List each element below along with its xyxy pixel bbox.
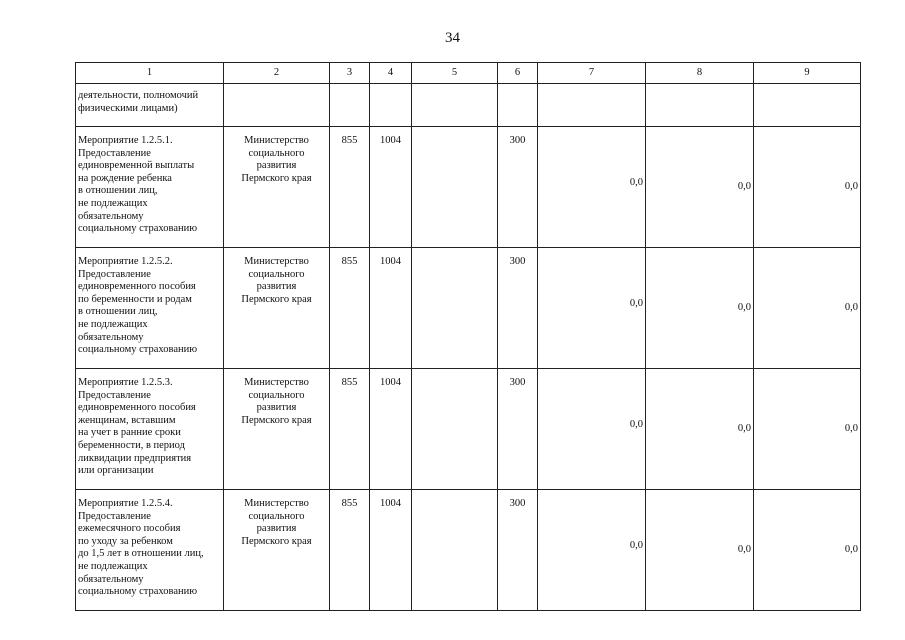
table-row [76,369,861,490]
organization-name: Министерство социального развития Пермского края [241,135,312,184]
header-row [76,63,861,84]
code-col3-cell: 855 [330,490,370,611]
code-col4-cell: 1004 [370,490,412,611]
code-col4-cell: 1004 [370,248,412,369]
organization-name: Министерство социального развития Пермского края [241,498,312,547]
table-row [76,248,861,369]
continuation-row [76,84,861,127]
value-col8-cell: 0,0 [646,490,754,611]
code-col6-cell: 300 [498,127,538,248]
code-col6-cell: 300 [498,248,538,369]
value-col7-cell [538,248,646,369]
measure-name-cell [76,127,224,248]
empty-cell [754,84,861,127]
measure-name: Мероприятие 1.2.5.2. Предоставление единовременного пособия по беременности и родам в отношении лиц, не подлежащих обязательному социальному страхованию [78,256,198,356]
value-col9-cell: 0,0 [754,248,861,369]
measure-name-cell [76,248,224,369]
measure-name-cell [76,490,224,611]
value-col8-cell: 0,0 [646,127,754,248]
code-col5-cell [412,369,498,490]
code-col4-cell: 1004 [370,369,412,490]
organization-cell [224,248,330,369]
header-cell-7: 7 [538,63,646,84]
page-number: 34 [445,30,460,46]
code-col4-cell: 1004 [370,127,412,248]
header-cell-9: 9 [754,63,861,84]
value-col7-cell [538,369,646,490]
value-col7: 0,0 [629,539,643,551]
value-col9-cell: 0,0 [754,127,861,248]
table-row [76,490,861,611]
header-cell-6: 6 [498,63,538,84]
code-col5-cell [412,490,498,611]
value-col9-cell: 0,0 [754,369,861,490]
value-col9-cell: 0,0 [754,490,861,611]
header-cell-8: 8 [646,63,754,84]
organization-name: Министерство социального развития Пермского края [241,256,312,305]
header-cell-2: 2 [224,63,330,84]
empty-cell [370,84,412,127]
budget-table [75,62,861,611]
code-col3-cell: 855 [330,369,370,490]
empty-cell [330,84,370,127]
empty-cell [412,84,498,127]
organization-name: Министерство социального развития Пермского края [241,377,312,426]
value-col7: 0,0 [629,418,643,430]
empty-cell [646,84,754,127]
empty-cell [538,84,646,127]
value-col7: 0,0 [629,297,643,309]
organization-cell [224,127,330,248]
measure-name: Мероприятие 1.2.5.1. Предоставление единовременной выплаты на рождение ребенка в отношении лиц, не подлежащих обязательному социальному страхованию [78,135,198,235]
continuation-name-cell [76,84,224,127]
header-cell-4: 4 [370,63,412,84]
header-cell-5: 5 [412,63,498,84]
code-col5-cell [412,127,498,248]
value-col7-cell [538,490,646,611]
value-col7-cell [538,127,646,248]
empty-cell [224,84,330,127]
header-cell-3: 3 [330,63,370,84]
code-col5-cell [412,248,498,369]
measure-name: Мероприятие 1.2.5.4. Предоставление ежемесячного пособия по уходу за ребенком до 1,5 лет в отношении лиц, не подлежащих обязательному социальному страхованию [78,498,204,598]
value-col8-cell: 0,0 [646,369,754,490]
organization-cell [224,369,330,490]
organization-cell [224,490,330,611]
empty-cell [498,84,538,127]
code-col6-cell: 300 [498,369,538,490]
measure-name-cell [76,369,224,490]
value-col8-cell: 0,0 [646,248,754,369]
header-cell-1: 1 [76,63,224,84]
code-col6-cell: 300 [498,490,538,611]
value-col7: 0,0 [629,176,643,188]
code-col3-cell: 855 [330,127,370,248]
table-row [76,127,861,248]
continuation-name: деятельности, полномочий физическими лицами) [78,90,199,114]
code-col3-cell: 855 [330,248,370,369]
measure-name: Мероприятие 1.2.5.3. Предоставление единовременного пособия женщинам, вставшим на учет в ранние сроки беременности, в период ликвидации предприятия или организации [78,377,196,477]
